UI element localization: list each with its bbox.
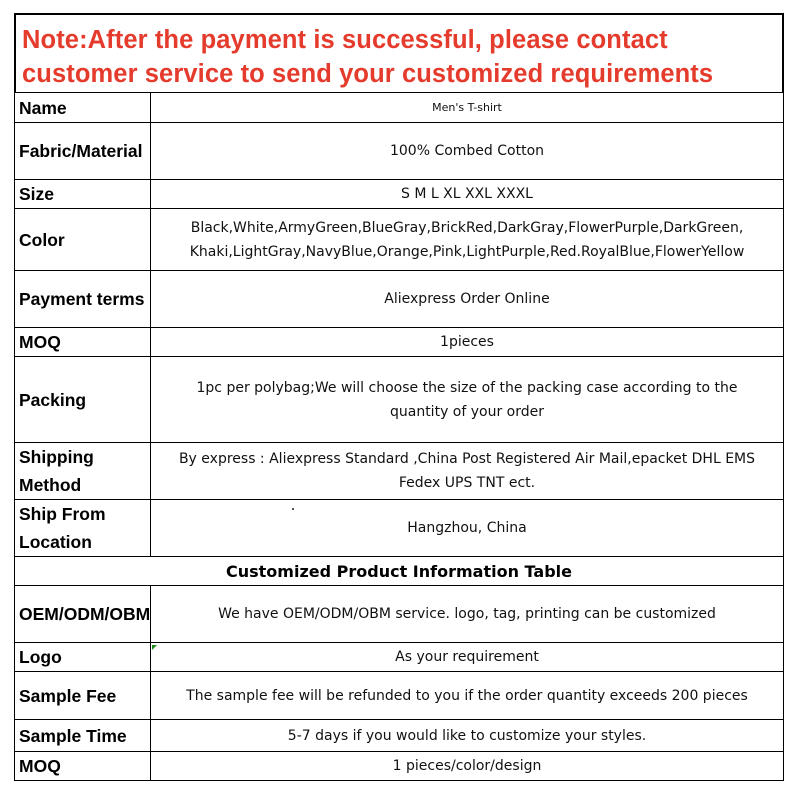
table-row xyxy=(15,752,784,781)
table-row xyxy=(15,93,784,123)
row-value-fabric: 100% Combed Cotton xyxy=(151,123,784,180)
table-row xyxy=(15,271,784,328)
row-label-sample-time: Sample Time xyxy=(15,720,151,752)
notice-line-2: customer service to send your customized requirements xyxy=(22,60,714,88)
row-value-sample-fee: The sample fee will be refunded to you if the order quantity exceeds 200 pieces xyxy=(151,672,784,720)
row-value-sample-time: 5-7 days if you would like to customize your styles. xyxy=(151,720,784,752)
table-row xyxy=(15,180,784,209)
table-row xyxy=(15,557,784,586)
row-label-shipping: Shipping Method xyxy=(15,443,151,500)
table-row xyxy=(15,357,784,443)
row-value-payment: Aliexpress Order Online xyxy=(151,271,784,328)
row-label-moq-custom: MOQ xyxy=(15,752,151,781)
table-row xyxy=(15,443,784,500)
row-value-name: Men's T-shirt xyxy=(151,93,784,123)
row-value-logo: As your requirement xyxy=(151,643,784,672)
shipping-line-2: Fedex UPS TNT ect. xyxy=(398,475,536,491)
row-label-payment: Payment terms xyxy=(15,271,151,328)
row-label-oem: OEM/ODM/OBM xyxy=(15,586,151,643)
color-line-1: Black,White,ArmyGreen,BlueGray,BrickRed,DarkGray,FlowerPurple,DarkGreen, xyxy=(190,219,744,236)
row-label-packing: Packing xyxy=(15,357,151,443)
row-label-ship-from: Ship From Location xyxy=(15,500,151,557)
row-label-fabric xyxy=(15,123,151,180)
row-value-size: S M L XL XXL XXXL xyxy=(151,180,784,209)
packing-line-2: quantity of your order xyxy=(389,403,545,420)
table-row xyxy=(15,672,784,720)
row-value-ship-from: Hangzhou, China xyxy=(151,500,784,557)
section-heading: Customized Product Information Table xyxy=(15,557,784,586)
table-row xyxy=(15,586,784,643)
table-row xyxy=(15,328,784,357)
row-label-moq: MOQ xyxy=(15,328,151,357)
cell-comment-marker xyxy=(152,645,157,650)
table-row xyxy=(15,209,784,271)
table-row xyxy=(15,500,784,557)
row-label-color: Color xyxy=(15,209,151,271)
stray-dot xyxy=(292,508,294,510)
packing-line-1: 1pc per polybag;We will choose the size of the packing case according to the xyxy=(196,379,738,396)
product-spec-table xyxy=(14,92,784,781)
table-row xyxy=(15,123,784,180)
table-row xyxy=(15,720,784,752)
payment-notice xyxy=(14,13,784,92)
shipping-line-1: By express : Aliexpress Standard ,China Post Registered Air Mail,epacket DHL EMS xyxy=(178,451,756,467)
row-label-logo: Logo xyxy=(15,643,151,672)
table-row xyxy=(15,643,784,672)
notice-line-1: Note:After the payment is successful, please contact xyxy=(22,26,668,54)
row-label-sample-fee: Sample Fee xyxy=(15,672,151,720)
row-label-fabric-text: Fabric/Material xyxy=(19,141,143,161)
row-label-name: Name xyxy=(15,93,151,123)
row-value-shipping xyxy=(151,443,784,500)
row-value-moq-custom: 1 pieces/color/design xyxy=(151,752,784,781)
row-value-oem: We have OEM/ODM/OBM service. logo, tag, printing can be customized xyxy=(151,586,784,643)
row-value-color xyxy=(151,209,784,271)
row-value-moq: 1pieces xyxy=(151,328,784,357)
color-line-2: Khaki,LightGray,NavyBlue,Orange,Pink,LightPurple,Red.RoyalBlue,FlowerYellow xyxy=(189,243,745,260)
row-label-size: Size xyxy=(15,180,151,209)
row-value-packing xyxy=(151,357,784,443)
